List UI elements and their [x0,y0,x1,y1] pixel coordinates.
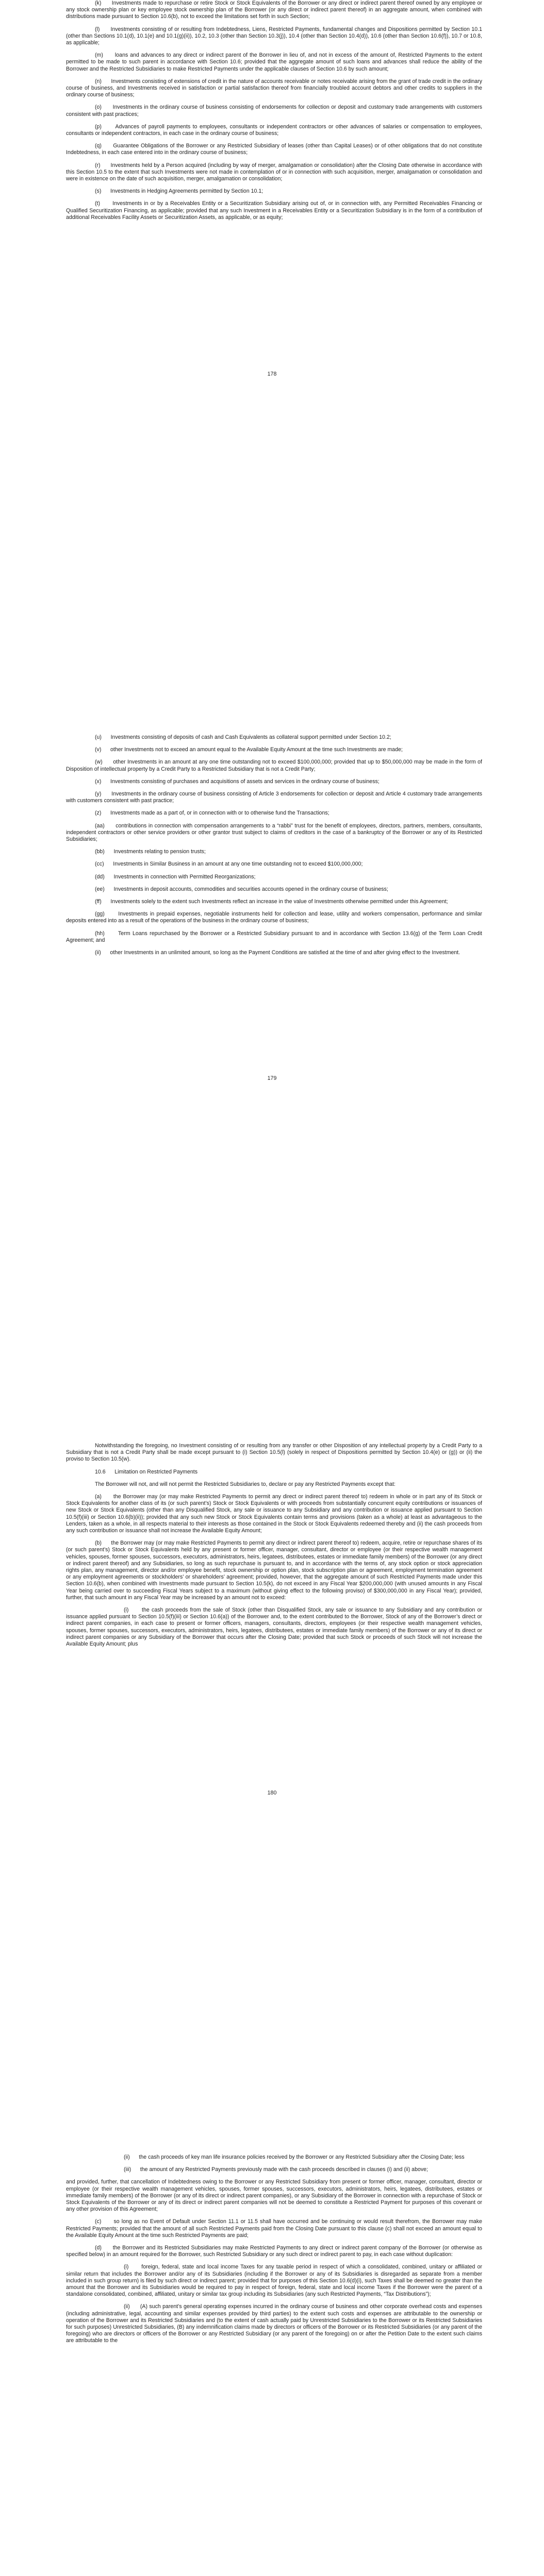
document-page-178 [0,0,544,703]
clause-q: (q) Guarantee Obligations of the Borrower or any Restricted Subsidiary of leases (other than Capital Leases) or of other obligations that do not constitute Indebtedness, in each case entered into in the ordinary course of business; [66,143,482,156]
page-number: 178 [267,371,277,377]
clause-t: (t) Investments in or by a Receivables Entity or a Securitization Subsidiary arising out of, or in connection with, any Permitted Receivables Financing or Qualified Securitization Financing, as applicable; provided that any such Investment in a Receivables Entity or a Securitization Subsidiary is in the form of a contribution of additional Receivables Facility Assets or Securitization Assets, as applicable, or as equity; [66,200,482,221]
clause-b: (b) the Borrower may (or may make Restricted Payments to permit any direct or indirect parent thereof to) redeem, acquire, retire or repurchase shares of its (or such parent’s) Stock or Stock Equivalents held by any present or former officer, manager, consultant, director or employee (or their respective wealth management vehicles, spouses, former spouses, successors, executors, administrators, heirs, legatees, distributees, estates or immediate family members) of the Borrower (or any direct or indirect parent thereof) and any Subsidiaries, so long as such repurchase is pursuant to, and in accordance with the terms of, any stock option or stock appreciation rights plan, any management, director and/or employee benefit, stock ownership or option plan, stock subscription plan or agreement, employment termination agreement or any employment agreements or stockholders’ or shareholders’ agreement; provided, however, that the aggregate amount of such Restricted Payments made under this Section 10.6(b), when combined with Investments made pursuant to Section 10.5(k), do not exceed in any Fiscal Year $200,000,000 (with unused amounts in any Fiscal Year being carried over to succeeding Fiscal Years subject to a maximum (without giving effect to the following proviso) of $300,000,000 in any Fiscal Year); provided, further, that such amount in any Fiscal Year may be increased by an amount not to exceed: [66,1540,482,1601]
section-heading-10-6: 10.6 Limitation on Restricted Payments [95,1468,198,1475]
clause-b-ii: (ii) the cash proceeds of key man life insurance policies received by the Borrower or any Restricted Subsidiary after the Closing Date; less [124,2154,465,2160]
clause-z: (z) Investments made as a part of, or in connection with or to otherwise fund the Transactions; [95,810,329,817]
page-number: 179 [267,1075,277,1081]
clause-w: (w) other Investments in an amount at any one time outstanding not to exceed $100,000,000; provided that up to $50,000,000 may be made in the form of Disposition of intellectual property by a Credit Party to a Restricted Subsidiary that is not a Credit Party; [66,759,482,772]
clause-ff: (ff) Investments solely to the extent such Investments reflect an increase in the value of Investments otherwise permitted under this Agreement; [95,899,448,905]
clause-b-iii: (iii) the amount of any Restricted Payments previously made with the cash proceeds described in clauses (i) and (ii) above; [124,2166,428,2173]
clause-aa: (aa) contributions in connection with compensation arrangements to a “rabbi” trust for the benefit of employees, directors, partners, members, consultants, independent contractors or other service providers or other grantor trust subject to claims of creditors in the case of a bankruptcy of the Borrower or any of its Restricted Subsidiaries; [66,822,482,843]
clause-d-i: (i) foreign, federal, state and local income Taxes for any taxable period in respect of which a consolidated, combined, unitary or affiliated or similar return that includes the Borrower and/or any of its Subsidiaries (including if the Borrower or any of its Subsidiaries is disregarded as separate from a member included in such group return) is filed by such direct or indirect parent; provided that for purposes of this Section 10.6(d)(i), such Taxes shall be deemed no greater than the amount that the Borrower and its Subsidiaries would be required to pay in respect of foreign, federal, state and local income Taxes if the Borrower were the parent of a standalone consolidated, combined, affiliated, unitary or similar tax group including its Subsidiaries (any such Restricted Payments, “Tax Distributions”); [66,2264,482,2298]
clause-d-ii: (ii) (A) such parent’s general operating expenses incurred in the ordinary course of business and other corporate overhead costs and expenses (including administrative, legal, accounting and similar expenses provided by third parties) to the extent such costs and expenses are attributable to the ownership or operation of the Borrower and its Restricted Subsidiaries and (to the extent of cash actually paid by Unrestricted Subsidiaries to the Borrower or its Restricted Subsidiaries for such purposes) Unrestricted Subsidiaries, (B) any indemnification claims made by directors or officers of the Borrower or its Restricted Subsidiaries (or any parent of the foregoing) who are directors or officers of the Borrower or any Restricted Subsidiary (or any parent of the foregoing) on or after the Petition Date to the extent such claims are attributable to the [66,2303,482,2344]
clause-d: (d) the Borrower and its Restricted Subsidiaries may make Restricted Payments to any direct or indirect parent company of the Borrower (or otherwise as specified below) in an amount required for the Borrower, such Restricted Subsidiary or any such direct or indirect parent to pay, in each case without duplication: [66,2245,482,2258]
clause-dd: (dd) Investments in connection with Permitted Reorganizations; [95,873,256,880]
document-page-181 [0,2110,544,2576]
document-page-180 [0,1406,544,2110]
clause-m: (m) loans and advances to any direct or indirect parent of the Borrower in lieu of, and not in excess of the amount of, Restricted Payments to the extent permitted to be made to such parent in accordance with Section 10.6; provided that the aggregate amount of such loans and advances shall reduce the ability of the Borrower and the Restricted Subsidiaries to make Restricted Payments under the applicable clauses of Section 10.6 by such amount; [66,52,482,72]
clause-a: (a) the Borrower may (or may make Restricted Payments to permit any direct or indirect parent thereof to) redeem in whole or in part any of its Stock or Stock Equivalents for another class of its (or such parent’s) Stock or Stock Equivalents or with proceeds from substantially concurrent equity contributions or issuances of new Stock or Stock Equivalents (other than any Disqualified Stock, any sale or issuance to any Subsidiary and any contribution or issuance applied pursuant to Section 10.5(f)(iii) or Section 10.6(b)(ii)); provided that any such new Stock or Stock Equivalents contain terms and provisions (taken as a whole) at least as advantageous to the Lenders, taken as a whole, in all respects material to their interests as those contained in the Stock or Stock Equivalents redeemed thereby and (ii) the cash proceeds from any such contribution or issuance shall not increase the Available Equity Amount; [66,1494,482,1534]
clause-p: (p) Advances of payroll payments to employees, consultants or independent contractors or other advances of salaries or compensation to employees, consultants or independent contractors, in each case in the ordinary course of business; [66,123,482,137]
clause-n: (n) Investments consisting of extensions of credit in the nature of accounts receivable or notes receivable arising from the grant of trade credit in the ordinary course of business, and Investments received in satisfaction or partial satisfaction thereof from financially troubled account debtors and other credits to suppliers in the ordinary course of business; [66,78,482,98]
clause-cc: (cc) Investments in Similar Business in an amount at any one time outstanding not to exceed $100,000,000; [95,861,363,868]
section-lead: The Borrower will not, and will not permit the Restricted Subsidiaries to, declare or pay any Restricted Payments except that: [95,1481,395,1487]
clause-gg: (gg) Investments in prepaid expenses, negotiable instruments held for collection and lease, utility and workers compensation, performance and similar deposits entered into as a result of the operations of the business in the ordinary course of business; [66,911,482,924]
clause-c: (c) so long as no Event of Default under Section 11.1 or 11.5 shall have occurred and be continuing or would result therefrom, the Borrower may make Restricted Payments; provided that the amount of all such Restricted Payments paid from the Closing Date pursuant to this clause (c) shall not exceed an amount equal to the Available Equity Amount at the time such Restricted Payments are paid; [66,2218,482,2239]
notwithstanding-paragraph: Notwithstanding the foregoing, no Investment consisting of or resulting from any transfer or other Disposition of any intellectual property by a Credit Party to a Subsidiary that is not a Credit Party shall be made except pursuant to (i) Section 10.5(l) (solely in respect of Dispositions permitted by Section 10.4(e) or (g)) or (ii) the proviso to Section 10.5(w). [66,1443,482,1463]
clause-b-i: (i) the cash proceeds from the sale of Stock (other than Disqualified Stock, any sale or issuance to any Subsidiary and any contribution or issuance applied pursuant to Section 10.5(f)(iii) or Section 10.6(a)) of the Borrower and, to the extent contributed to the Borrower, Stock of any of the Borrower’s direct or indirect parent companies, in each case to present or former officers, managers, consultants, directors, employees (or their respective wealth management vehicles, spouses, former spouses, successors, executors, administrators, heirs, legatees, distributees, estates or immediate family members) of the Borrower or any of its direct or indirect parent companies or any Subsidiary of the Borrower that occurs after the Closing Date; provided that such Stock or proceeds of such Stock will not increase the Available Equity Amount; plus [66,1607,482,1648]
clause-bb: (bb) Investments relating to pension trusts; [95,849,206,855]
clause-o: (o) Investments in the ordinary course of business consisting of endorsements for collection or deposit and customary trade arrangements with customers consistent with past practices; [66,104,482,117]
clause-l: (l) Investments consisting of or resulting from Indebtedness, Liens, Restricted Payments, fundamental changes and Dispositions permitted by Section 10.1 (other than Sections 10.1(d), 10.1(e) and 10.1(g)(ii)), 10.2, 10.3 (other than Section 10.3(j)), 10.4 (other than Section 10.4(d)), 10.6 (other than Section 10.6(f)), 10.7 or 10.8, as applicable; [66,26,482,46]
clause-k: (k) Investments made to repurchase or retire Stock or Stock Equivalents of the Borrower or any direct or indirect parent thereof owned by any employee or any stock ownership plan or key employee stock ownership plan of the Borrower (or any direct or indirect parent thereof) in an aggregate amount, when combined with distributions made pursuant to Section 10.6(b), not to exceed the limitations set forth in such Section; [66,0,482,20]
clause-r: (r) Investments held by a Person acquired (including by way of merger, amalgamation or consolidation) after the Closing Date otherwise in accordance with this Section 10.5 to the extent that such Investments were not made in contemplation of or in connection with such acquisition, merger, amalgamation or consolidation and were in existence on the date of such acquisition, merger, amalgamation or consolidation; [66,162,482,182]
document-page-179 [0,703,544,1406]
clause-ee: (ee) Investments in deposit accounts, commodities and securities accounts opened in the ordinary course of business; [95,886,388,892]
clause-s: (s) Investments in Hedging Agreements permitted by Section 10.1; [95,188,263,195]
continuation-paragraph: and provided, further, that cancellation of Indebtedness owing to the Borrower or any Restricted Subsidiary from present or former officer, manager, consultant, director or employee (or their respective wealth management vehicles, spouses, former spouses, successors, executors, administrators, heirs, legatees, distributees, estates or immediate family members) of the Borrower (or any of its direct or indirect parent companies), or any Subsidiary of the Borrower in connection with a repurchase of Stock or Stock Equivalents of the Borrower or any of its direct or indirect parent companies will not be deemed to constitute a Restricted Payment for purposes of this covenant or any other provision of this Agreement; [66,2179,482,2213]
clause-hh: (hh) Term Loans repurchased by the Borrower or a Restricted Subsidiary pursuant to and in accordance with Section 13.6(g) of the Term Loan Credit Agreement; and [66,930,482,943]
clause-x: (x) Investments consisting of purchases and acquisitions of assets and services in the ordinary course of business; [95,778,380,785]
clause-u: (u) Investments consisting of deposits of cash and Cash Equivalents as collateral support permitted under Section 10.2; [95,734,391,740]
page-number: 180 [267,1790,277,1796]
clause-ii: (ii) other Investments in an unlimited amount, so long as the Payment Conditions are satisfied at the time of and after giving effect to the Investment. [95,950,460,956]
clause-y: (y) Investments in the ordinary course of business consisting of Article 3 endorsements for collection or deposit and Article 4 customary trade arrangements with customers consistent with past practice; [66,791,482,804]
clause-v: (v) other Investments not to exceed an amount equal to the Available Equity Amount at the time such Investments are made; [95,747,403,753]
